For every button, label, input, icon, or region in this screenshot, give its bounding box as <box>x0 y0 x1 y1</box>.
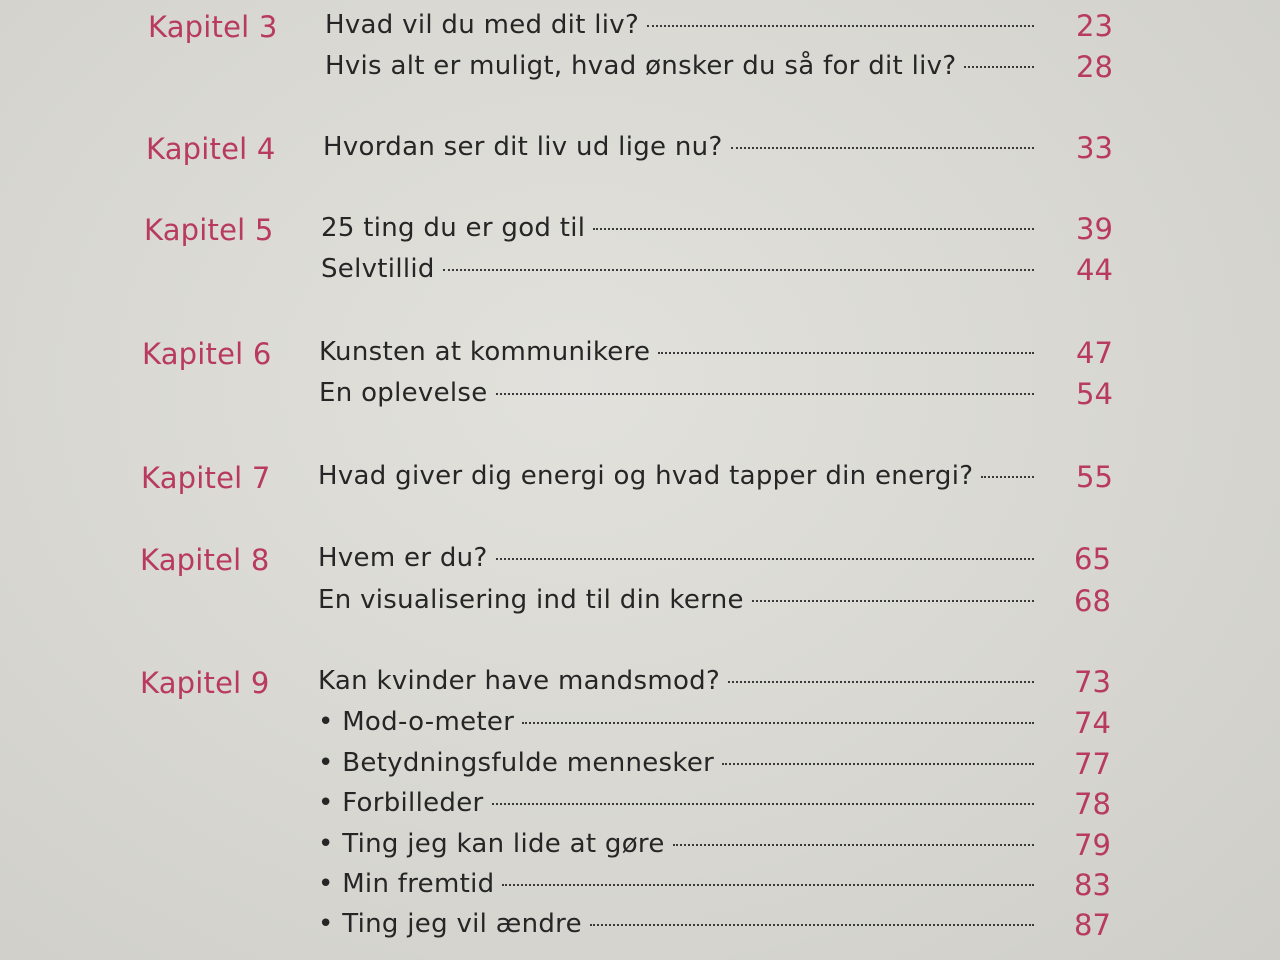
page-number: 79 <box>1074 828 1111 862</box>
entry-title: Hvis alt er muligt, hvad ønsker du så for dit liv? <box>325 51 957 81</box>
page-number: 33 <box>1076 131 1113 165</box>
chapter-label: Kapitel 6 <box>142 337 272 371</box>
entry-title: • Betydningsfulde mennesker <box>318 748 715 778</box>
toc-entry <box>318 702 1046 742</box>
page-number: 28 <box>1076 50 1113 84</box>
page-number: 44 <box>1076 253 1113 287</box>
dot-leader <box>443 269 1034 271</box>
toc-entry <box>318 783 1046 823</box>
page-number: 73 <box>1074 665 1111 699</box>
page-number: 65 <box>1074 542 1111 576</box>
page-number: 83 <box>1074 868 1111 902</box>
chapter-label: Kapitel 3 <box>148 10 278 44</box>
toc-entry <box>318 824 1046 864</box>
toc-entry <box>318 580 1046 620</box>
entry-title: Selvtillid <box>321 254 435 284</box>
toc-entry <box>321 208 1046 248</box>
toc-entry <box>318 864 1046 904</box>
entry-title: 25 ting du er god til <box>321 213 586 243</box>
chapter-label: Kapitel 9 <box>140 666 270 700</box>
toc-entry <box>325 5 1046 45</box>
dot-leader <box>658 352 1034 354</box>
dot-leader <box>590 924 1034 926</box>
dot-leader <box>496 393 1034 395</box>
dot-leader <box>964 66 1034 68</box>
toc-entry <box>318 661 1046 701</box>
entry-title: Hvem er du? <box>318 543 488 573</box>
page-number: 39 <box>1076 212 1113 246</box>
page-number: 55 <box>1076 460 1113 494</box>
dot-leader <box>673 844 1034 846</box>
page-number: 47 <box>1076 336 1113 370</box>
dot-leader <box>722 763 1034 765</box>
page-number: 54 <box>1076 377 1113 411</box>
entry-title: • Min fremtid <box>318 869 495 899</box>
toc-entry <box>319 332 1046 372</box>
toc-entry <box>323 127 1046 167</box>
toc-entry <box>325 46 1046 86</box>
entry-title: Kan kvinder have mandsmod? <box>318 666 721 696</box>
entry-title: • Ting jeg kan lide at gøre <box>318 829 665 859</box>
chapter-label: Kapitel 5 <box>144 213 274 247</box>
entry-title: • Mod-o-meter <box>318 707 515 737</box>
page-number: 87 <box>1074 908 1111 942</box>
dot-leader <box>752 600 1034 602</box>
dot-leader <box>728 681 1034 683</box>
chapter-label: Kapitel 4 <box>146 132 276 166</box>
dot-leader <box>502 884 1034 886</box>
entry-title: • Ting jeg vil ændre <box>318 909 582 939</box>
toc-entry <box>318 904 1046 944</box>
dot-leader <box>522 722 1034 724</box>
toc-entry <box>321 249 1046 289</box>
toc-entry <box>318 456 1046 496</box>
chapter-label: Kapitel 8 <box>140 543 270 577</box>
page-number: 77 <box>1074 747 1111 781</box>
dot-leader <box>647 25 1034 27</box>
toc-entry <box>319 373 1046 413</box>
entry-title: • Forbilleder <box>318 788 484 818</box>
entry-title: En visualisering ind til din kerne <box>318 585 744 615</box>
dot-leader <box>593 228 1034 230</box>
toc-entry <box>318 743 1046 783</box>
page-number: 68 <box>1074 584 1111 618</box>
entry-title: Kunsten at kommunikere <box>319 337 651 367</box>
page-number: 74 <box>1074 706 1111 740</box>
page-number: 23 <box>1076 9 1113 43</box>
entry-title: Hvordan ser dit liv ud lige nu? <box>323 132 723 162</box>
dot-leader <box>731 147 1034 149</box>
page-number: 78 <box>1074 787 1111 821</box>
dot-leader <box>981 476 1034 478</box>
dot-leader <box>496 558 1034 560</box>
chapter-label: Kapitel 7 <box>141 461 271 495</box>
dot-leader <box>492 803 1035 805</box>
entry-title: Hvad giver dig energi og hvad tapper din energi? <box>318 461 974 491</box>
toc-entry <box>318 538 1046 578</box>
entry-title: En oplevelse <box>319 378 488 408</box>
entry-title: Hvad vil du med dit liv? <box>325 10 640 40</box>
